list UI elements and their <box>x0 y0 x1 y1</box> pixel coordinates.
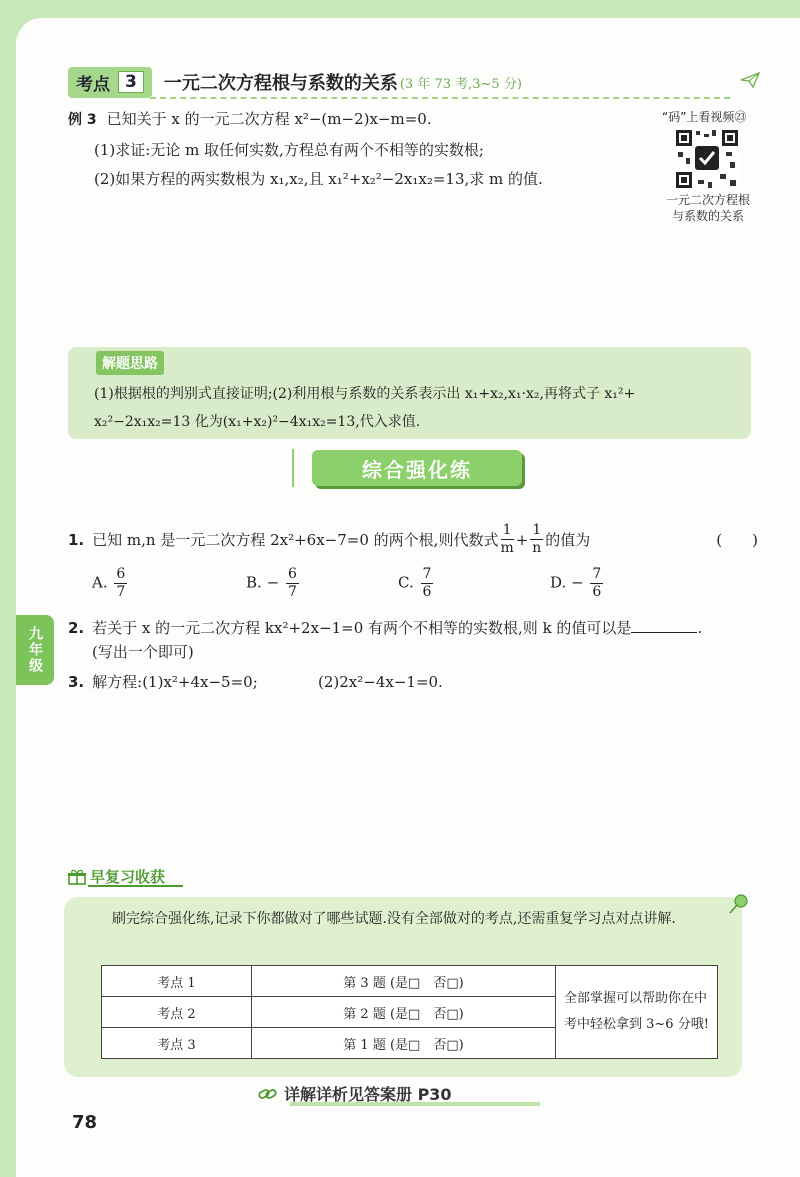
frac-num: 7 <box>422 566 432 582</box>
header-divider <box>150 97 730 99</box>
qr-title-line2: 与系数的关系 <box>671 209 744 223</box>
frac-den: 7 <box>116 584 126 600</box>
frac-den: 6 <box>422 584 432 600</box>
answer-blank[interactable] <box>631 617 697 633</box>
question-3 <box>68 668 258 696</box>
example-part1: (1)求证:无论 m 取任何实数,方程总有两个不相等的实数根; <box>94 141 484 159</box>
option-fraction <box>590 566 603 601</box>
review-table <box>101 965 718 1059</box>
option-fraction <box>286 566 299 601</box>
option-fraction <box>421 566 434 601</box>
frac-den: n <box>532 540 542 556</box>
frac-den: m <box>500 540 514 556</box>
frac-num: 6 <box>287 566 297 582</box>
answer-reference <box>258 1082 452 1105</box>
question-1 <box>68 522 758 557</box>
option-letter: C. <box>398 573 414 592</box>
qr-caption: “码”上看视频㉓ <box>662 110 747 124</box>
solution-thinking-text <box>94 380 754 436</box>
paper-plane-icon <box>740 72 760 88</box>
section-banner: 综合强化练 <box>312 450 522 486</box>
option-b[interactable] <box>246 566 301 601</box>
topic-header <box>68 67 522 97</box>
frac-num: 7 <box>592 566 602 582</box>
question-1-text-end: 的值为 <box>545 530 591 549</box>
qr-title <box>656 192 760 224</box>
page-number: 78 <box>72 1112 98 1133</box>
question-3-part1: 解方程:(1)x²+4x−5=0; <box>92 673 258 691</box>
frac-num: 1 <box>502 522 512 538</box>
topic-cell: 考点 1 <box>102 966 252 997</box>
thinking-line1: (1)根据根的判别式直接证明;(2)利用根与系数的关系表示出 x₁+x₂,x₁·x₂,再将式子 x₁²+ <box>94 386 636 402</box>
frac-den: 7 <box>287 584 297 600</box>
question-2-text: 若关于 x 的一元二次方程 kx²+2x−1=0 有两个不相等的实数根,则 k 的值可以是 <box>92 619 632 637</box>
topic-number: 3 <box>118 71 144 93</box>
review-title-text: 早复习收获 <box>90 868 166 886</box>
example-stem <box>68 106 432 134</box>
question-1-text: 已知 m,n 是一元二次方程 2x²+6x−7=0 的两个根,则代数式 <box>92 530 499 549</box>
grade-side-tab: 九年级 <box>16 615 54 685</box>
question-2-number: 2. <box>68 619 85 637</box>
review-title <box>68 866 165 887</box>
review-note: 全部掌握可以帮助你在中考中轻松拿到 3~6 分哦! <box>556 966 718 1059</box>
option-letter: B. <box>246 573 262 592</box>
question-2-note: (写出一个即可) <box>92 643 194 661</box>
option-sign: − <box>571 573 584 592</box>
review-title-underline <box>88 885 183 887</box>
question-3-part2: (2)2x²−4x−1=0. <box>318 673 443 691</box>
solution-thinking-tag: 解题思路 <box>96 351 164 375</box>
question-1-number: 1. <box>68 530 85 549</box>
topic-cell: 考点 2 <box>102 997 252 1028</box>
fraction-1-over-m <box>500 522 513 557</box>
pushpin-icon <box>728 893 750 915</box>
example-part2: (2)如果方程的两实数根为 x₁,x₂,且 x₁²+x₂²−2x₁x₂=13,求 m 的值. <box>94 170 543 188</box>
topic-meta: (3 年 73 考,3~5 分) <box>399 76 522 92</box>
example-label: 例 3 <box>68 112 97 128</box>
thinking-line2: x₂²−2x₁x₂=13 化为(x₁+x₂)²−4x₁x₂=13,代入求值. <box>94 414 421 430</box>
gift-icon <box>68 869 86 885</box>
question-2-end: . <box>697 619 703 637</box>
link-icon <box>258 1086 278 1102</box>
topic-tag-label: 考点 <box>76 74 110 95</box>
qr-title-line1: 一元二次方程根 <box>665 193 750 207</box>
answer-ref-text: 详解详析见答案册 P30 <box>284 1085 452 1104</box>
example-stem-text: 已知关于 x 的一元二次方程 x²−(m−2)x−m=0. <box>106 110 432 128</box>
option-fraction <box>114 566 127 601</box>
banner-accent <box>292 449 294 487</box>
option-letter: D. <box>550 573 567 592</box>
option-c[interactable] <box>398 566 435 601</box>
question-check-cell[interactable]: 第 3 题 (是□ 否□) <box>252 966 556 997</box>
frac-num: 1 <box>532 522 542 538</box>
topic-cell: 考点 3 <box>102 1028 252 1059</box>
fraction-1-over-n <box>530 522 543 557</box>
frac-num: 6 <box>116 566 126 582</box>
review-text: 刷完综合强化练,记录下你都做对了哪些试题.没有全部做对的考点,还需重复学习点对点讲解. <box>112 911 676 927</box>
question-check-cell[interactable]: 第 2 题 (是□ 否□) <box>252 997 556 1028</box>
plus-sign: + <box>515 530 529 549</box>
answer-paren[interactable]: ( ) <box>716 530 758 549</box>
option-a[interactable] <box>92 566 129 601</box>
option-sign: − <box>266 573 280 592</box>
option-d[interactable] <box>550 566 605 601</box>
frac-den: 6 <box>592 584 602 600</box>
question-check-cell[interactable]: 第 1 题 (是□ 否□) <box>252 1028 556 1059</box>
question-3-number: 3. <box>68 673 85 691</box>
option-letter: A. <box>92 573 108 592</box>
qr-code-icon[interactable] <box>674 128 740 190</box>
topic-tag <box>68 67 152 98</box>
table-row <box>102 966 718 997</box>
topic-title: 一元二次方程根与系数的关系 <box>163 73 398 94</box>
